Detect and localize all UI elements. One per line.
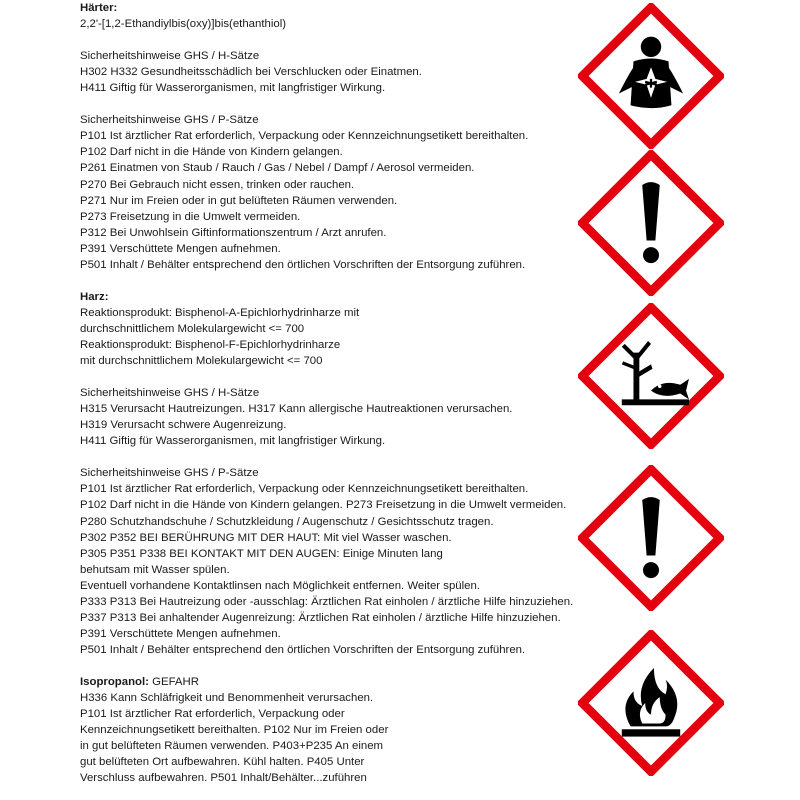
health-hazard-icon xyxy=(578,3,724,149)
harz-p-line: P337 P313 Bei anhaltender Augenreizung: Ärztlichen Rat einholen / ärztliche Hilfe hinzuziehen. xyxy=(80,611,561,624)
harz-p-line: P101 Ist ärztlicher Rat erforderlich, Verpackung oder Kennzeichnungsetikett bereithalten. xyxy=(80,483,529,496)
isopropanol-header xyxy=(80,674,640,690)
haerter-substance: 2,2'-[1,2-Ethandiylbis(oxy)]bis(ethanthiol) xyxy=(80,18,287,31)
harz-h-list xyxy=(80,401,640,449)
harz-h-title: Sicherheitshinweise GHS / H-Sätze xyxy=(80,387,260,400)
isopropanol-list xyxy=(80,690,640,786)
isopropanol-line: gut belüfteten Ort aufbewahren. Kühl halten. P405 Unter xyxy=(80,756,365,769)
harz-p-line: P501 Inhalt / Behälter entsprechend den örtlichen Vorschriften der Entsorgung zuführen. xyxy=(80,643,526,656)
harz-p-line: P102 Darf nicht in die Hände von Kindern gelangen. P273 Freisetzung in die Umwelt vermeiden. xyxy=(80,499,567,512)
harz-substance-line: Reaktionsprodukt: Bisphenol-A-Epichlorhydrinharze mit xyxy=(80,306,360,319)
haerter-p-line: P101 Ist ärztlicher Rat erforderlich, Verpackung oder Kennzeichnungsetikett bereithalten. xyxy=(80,130,529,143)
haerter-h-title: Sicherheitshinweise GHS / H-Sätze xyxy=(80,50,260,63)
harz-p-line: P302 P352 BEI BERÜHRUNG MIT DER HAUT: Mit viel Wasser waschen. xyxy=(80,531,452,544)
harz-h-line: H315 Verursacht Hautreizungen. H317 Kann allergische Hautreaktionen verursachen. xyxy=(80,403,513,416)
haerter-p-line: P501 Inhalt / Behälter entsprechend den örtlichen Vorschriften der Entsorgung zuführen. xyxy=(80,258,526,271)
haerter-h-line: H411 Giftig für Wasserorganismen, mit langfristiger Wirkung. xyxy=(80,82,386,95)
haerter-h-list xyxy=(80,64,640,96)
haerter-heading: Härter: xyxy=(80,2,118,14)
haerter-p-title: Sicherheitshinweise GHS / P-Sätze xyxy=(80,114,259,127)
harz-p-line: P391 Verschüttete Mengen aufnehmen. xyxy=(80,627,281,640)
environment-hazard-icon xyxy=(578,303,724,449)
haerter-p-list xyxy=(80,128,640,272)
isopropanol-signal: GEFAHR xyxy=(148,675,199,688)
isopropanol-line: Verschluss aufbewahren. P501 Inhalt/Behälter...zuführen xyxy=(80,772,367,785)
haerter-h-line: H302 H332 Gesundheitsschädlich bei Verschlucken oder Einatmen. xyxy=(80,66,422,79)
isopropanol-line: Kennzeichnungsetikett bereithalten. P102 Nur im Freien oder xyxy=(80,724,389,737)
exclamation-mark-icon-2 xyxy=(578,465,724,611)
haerter-p-line: P102 Darf nicht in die Hände von Kindern gelangen. xyxy=(80,146,343,159)
harz-p-line: P333 P313 Bei Hautreizung oder -ausschlag: Ärztlichen Rat einholen / ärztliche Hilfe hinzuziehen. xyxy=(80,595,574,608)
haerter-p-line: P261 Einatmen von Staub / Rauch / Gas / Nebel / Dampf / Aerosol vermeiden. xyxy=(80,162,475,175)
haerter-p-line: P273 Freisetzung in die Umwelt vermeiden. xyxy=(80,210,301,223)
haerter-p-line: P270 Bei Gebrauch nicht essen, trinken oder rauchen. xyxy=(80,178,355,191)
harz-p-title: Sicherheitshinweise GHS / P-Sätze xyxy=(80,467,259,480)
haerter-p-line: P271 Nur im Freien oder in gut belüfteten Räumen verwenden. xyxy=(80,194,398,207)
harz-p-line: P305 P351 P338 BEI KONTAKT MIT DEN AUGEN: Einige Minuten lang xyxy=(80,547,443,560)
exclamation-mark-icon xyxy=(578,150,724,296)
safety-text xyxy=(80,0,640,786)
isopropanol-line: P101 Ist ärztlicher Rat erforderlich, Verpackung oder xyxy=(80,708,345,721)
harz-p-line: behutsam mit Wasser spülen. xyxy=(80,563,230,576)
haerter-p-line: P391 Verschüttete Mengen aufnehmen. xyxy=(80,242,281,255)
harz-substance-line: durchschnittlichem Molekulargewicht <= 700 xyxy=(80,322,305,335)
harz-h-line: H319 Verursacht schwere Augenreizung. xyxy=(80,419,287,432)
isopropanol-line: in gut belüfteten Räumen verwenden. P403+P235 An einem xyxy=(80,740,384,753)
isopropanol-heading: Isopropanol: xyxy=(80,675,149,688)
harz-substance-line: mit durchschnittlichem Molekulargewicht <= 700 xyxy=(80,355,323,368)
harz-substance-list xyxy=(80,305,640,369)
harz-p-line: P280 Schutzhandschuhe / Schutzkleidung / Augenschutz / Gesichtsschutz tragen. xyxy=(80,515,494,528)
flame-icon xyxy=(578,630,724,776)
isopropanol-line: H336 Kann Schläfrigkeit und Benommenheit verursachen. xyxy=(80,692,374,705)
harz-heading: Harz: xyxy=(80,290,109,303)
harz-h-line: H411 Giftig für Wasserorganismen, mit langfristiger Wirkung. xyxy=(80,435,386,448)
harz-p-list xyxy=(80,481,640,658)
harz-substance-line: Reaktionsprodukt: Bisphenol-F-Epichlorhydrinharze xyxy=(80,338,341,351)
harz-p-line: Eventuell vorhandene Kontaktlinsen nach Möglichkeit entfernen. Weiter spülen. xyxy=(80,579,480,592)
haerter-p-line: P312 Bei Unwohlsein Giftinformationszentrum / Arzt anrufen. xyxy=(80,226,387,239)
